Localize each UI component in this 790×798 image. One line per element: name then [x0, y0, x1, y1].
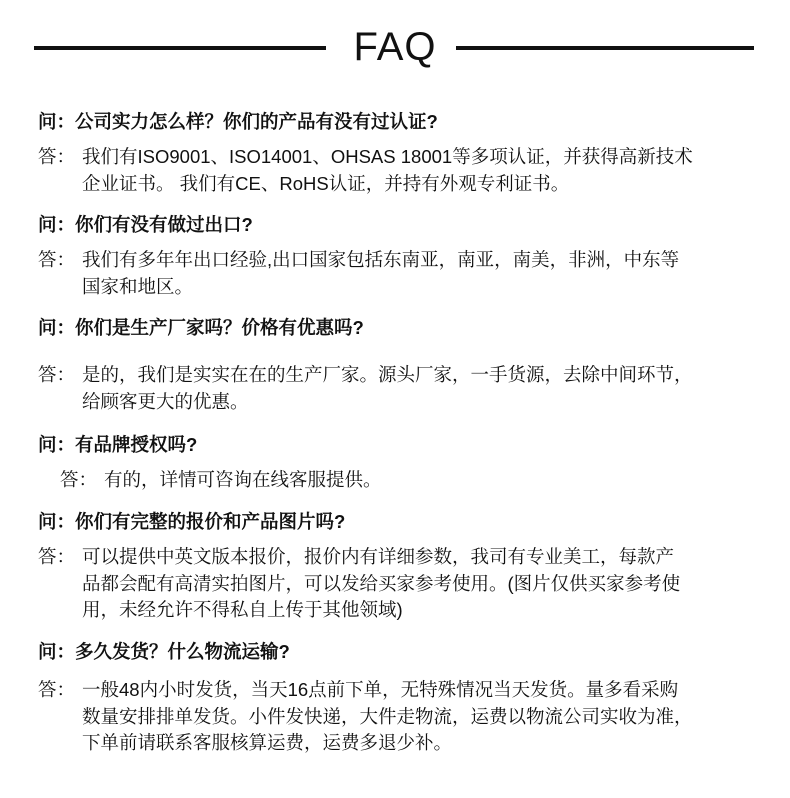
question-4: 问：有品牌授权吗?	[38, 434, 198, 455]
answer-prefix: 答：	[38, 364, 76, 385]
answer-line: 下单前请联系客服核算运费，运费多退少补。	[82, 732, 453, 753]
answer-line: 有的，详情可咨询在线客服提供。	[104, 469, 382, 490]
question-3: 问：你们是生产厂家吗？价格有优惠吗?	[38, 317, 364, 338]
answer-3	[38, 362, 693, 415]
answer-1	[38, 144, 693, 197]
answer-prefix: 答：	[38, 546, 76, 567]
question-1: 问：公司实力怎么样？你们的产品有没有过认证?	[38, 111, 438, 132]
question-6: 问：多久发货？什么物流运输?	[38, 641, 290, 662]
title-rule-right	[456, 46, 754, 50]
answer-2	[38, 247, 679, 300]
answer-line: 一般48内小时发货，当天16点前下单，无特殊情况当天发货。量多看采购	[82, 679, 679, 700]
answer-prefix: 答：	[60, 469, 98, 490]
answer-line: 给顾客更大的优惠。	[82, 390, 249, 412]
answer-line: 数量安排排单发货。小件发快递，大件走物流，运费以物流公司实收为准，	[82, 705, 693, 727]
answer-line: 是的，我们是实实在在的生产厂家。源头厂家，一手货源，去除中间环节，	[82, 364, 693, 385]
question-2: 问：你们有没有做过出口?	[38, 214, 253, 235]
answer-line: 品都会配有高清实拍图片，可以发给买家参考使用。(图片仅供买家参考使	[82, 572, 681, 594]
answer-5	[38, 544, 680, 624]
answer-line: 我们有多年年出口经验,出口国家包括东南亚，南亚，南美，非洲，中东等	[82, 249, 680, 270]
answer-prefix: 答：	[38, 679, 76, 700]
answer-line: 企业证书。 我们有CE、RoHS认证，并持有外观专利证书。	[82, 172, 570, 194]
answer-prefix: 答：	[38, 146, 76, 167]
answer-prefix: 答：	[38, 249, 76, 270]
answer-6	[38, 677, 693, 757]
answer-line: 用，未经允许不得私自上传于其他领域)	[82, 599, 403, 620]
answer-line: 国家和地区。	[82, 275, 194, 297]
answer-line: 可以提供中英文版本报价，报价内有详细参数，我司有专业美工，每款产	[82, 546, 675, 567]
page-title: FAQ	[353, 25, 437, 69]
answer-4	[60, 467, 382, 494]
answer-line: 我们有ISO9001、ISO14001、OHSAS 18001等多项认证，并获得高新技术	[82, 146, 693, 167]
question-5: 问：你们有完整的报价和产品图片吗?	[38, 511, 346, 532]
